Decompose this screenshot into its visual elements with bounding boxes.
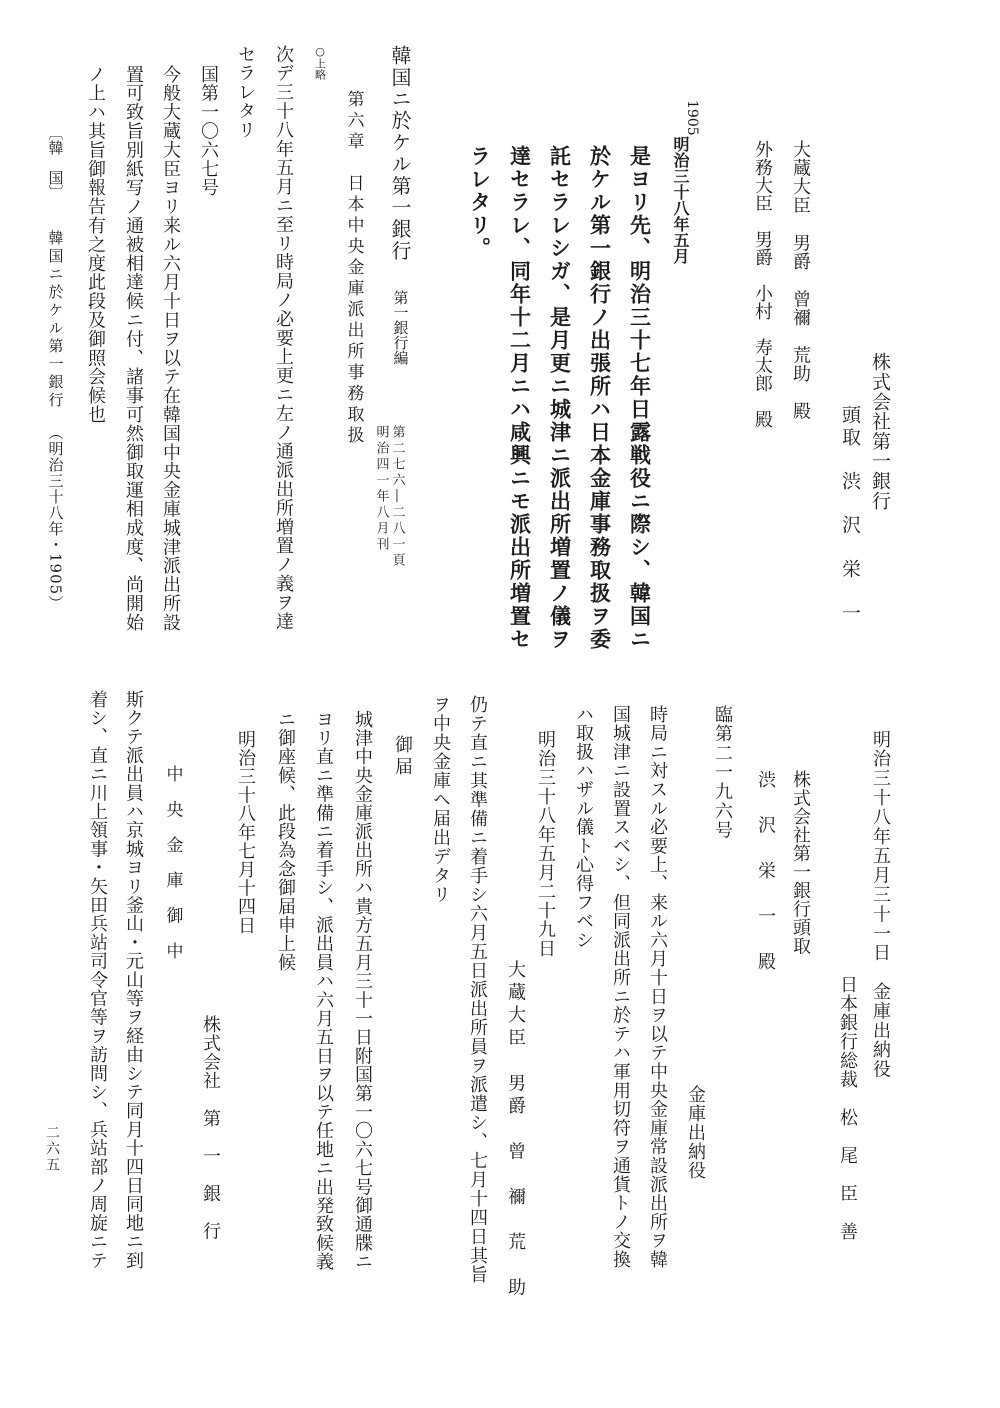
report-sender: 株式会社 第 一 銀 行 bbox=[200, 1015, 221, 1241]
source-title: 韓国ニ於ケル第一銀行 bbox=[388, 45, 412, 262]
order-signer: 大蔵大臣 男爵 曾 禰 荒 助 bbox=[505, 960, 526, 1301]
order-body-line: 国城津ニ設置スベシ、但同派出所ニ於テハ軍用切符ヲ通貨トノ交換 bbox=[610, 705, 631, 1269]
source-editor: 第一銀行編 bbox=[391, 290, 410, 365]
report-heading: 御届 bbox=[392, 735, 413, 779]
order-number: 臨第二一九六号 bbox=[712, 705, 733, 841]
source-pages: 第二七六―二八一頁 bbox=[389, 425, 405, 569]
report-body-line: 城津中央金庫派出所ハ貴方五月三十一日附国第一〇六七号御通牒ニ bbox=[352, 710, 373, 1271]
running-head-source: 韓国ニ於ケル第一銀行 bbox=[46, 230, 65, 410]
narrative-line: 託セラレシガ、是月更ニ城津ニ派出所増置ノ儀ヲ bbox=[547, 145, 573, 651]
narrative-line: 達セラレ、同年十二月ニハ咸興ニモ派出所増置セ bbox=[507, 145, 533, 651]
sender-company: 株式会社第一銀行 bbox=[869, 352, 891, 511]
omission-note: ○上略 bbox=[313, 45, 327, 80]
report-date: 明治三十八年七月十四日 bbox=[235, 730, 256, 935]
letter-body-line: 置可致旨別紙写ノ通被相達候ニ付、諸事可然御取運相成度、尚開始 bbox=[123, 65, 144, 632]
bank-letter-addressee-company: 株式会社第一銀行頭取 bbox=[790, 770, 811, 955]
entry-year: 1905 bbox=[684, 100, 700, 136]
addressee-finance-minister: 大蔵大臣 男爵 曾禰 荒助 殿 bbox=[790, 140, 811, 421]
running-head-country: 〔韓 国〕 bbox=[46, 125, 65, 200]
narrative-line: ラレタリ。 bbox=[467, 145, 493, 260]
narrative-line: 仍テ直ニ其準備ニ着手シ六月五日派出所員ヲ派遣シ、七月十四日其旨 bbox=[467, 695, 488, 1284]
entry-date: 明治三十八年五月 bbox=[671, 136, 690, 264]
bank-letter-date: 明治三十八年五月三十一日 金庫出納役 bbox=[870, 730, 891, 1080]
bank-letter-addressee-name: 渋 沢 栄 一 殿 bbox=[755, 770, 776, 976]
report-body-line: ヨリ直ニ準備ニ着手シ、派出員ハ六月五日ヲ以テ任地ニ出発致候義 bbox=[313, 710, 334, 1271]
addressee-foreign-minister: 外務大臣 男爵 小村 寿太郎 殿 bbox=[752, 140, 773, 428]
bank-letter-sender: 日本銀行総裁 松 尾 臣 善 bbox=[837, 975, 858, 1241]
letter-number: 国第一〇六七号 bbox=[198, 65, 219, 198]
narrative-line: ヲ中央金庫ヘ届出デタリ bbox=[430, 695, 451, 904]
closing-line: 着シ、直ニ川上領事・矢田兵站司令官等ヲ訪問シ、兵站部ノ周旋ニテ bbox=[87, 690, 108, 1270]
report-body-line: ニ御座候、此段為念御届申上候 bbox=[275, 710, 296, 972]
chapter-heading: 第六章 日本中央金庫派出所事務取扱 bbox=[343, 90, 364, 447]
narrative-line: 是ヨリ先、明治三十七年日露戦役ニ際シ、韓国ニ bbox=[627, 145, 653, 651]
running-head-period: （明治三十八年・1905） bbox=[46, 425, 65, 612]
order-recipient: 金庫出納役 bbox=[685, 1085, 706, 1180]
letter-body-line: ノ上ハ其旨御報告有之度此段及御照会候也 bbox=[85, 65, 106, 425]
sender-name: 頭取 渋 沢 栄 一 bbox=[839, 405, 861, 625]
source-published: 明治四一年八月刊 bbox=[373, 425, 389, 553]
excerpt-line: セラレタリ bbox=[235, 45, 256, 140]
order-body-line: 時局ニ対スル必要上、来ル六月十日ヲ以テ中央金庫常設派出所ヲ韓 bbox=[647, 705, 668, 1269]
excerpt-line: 次デ三十八年五月ニ至リ時局ノ必要上更ニ左ノ通派出所増置ノ義ヲ達 bbox=[273, 45, 294, 631]
closing-line: 斯クテ派出員ハ京城ヨリ釜山・元山等ヲ経由シテ同月十四日同地ニ到 bbox=[123, 690, 144, 1270]
order-body-line: ハ取扱ハザル儀ト心得フベシ bbox=[573, 705, 594, 950]
report-addressee: 中 央 金 庫 御 中 bbox=[162, 765, 183, 960]
narrative-line: 於ケル第一銀行ノ出張所ハ日本金庫事務取扱ヲ委 bbox=[587, 145, 613, 651]
page-number: 二六五 bbox=[44, 1125, 60, 1173]
order-date: 明治三十八年五月二十九日 bbox=[535, 730, 556, 958]
letter-body-line: 今般大蔵大臣ヨリ来ル六月十日ヲ以テ在韓国中央金庫城津派出所設 bbox=[160, 65, 181, 632]
